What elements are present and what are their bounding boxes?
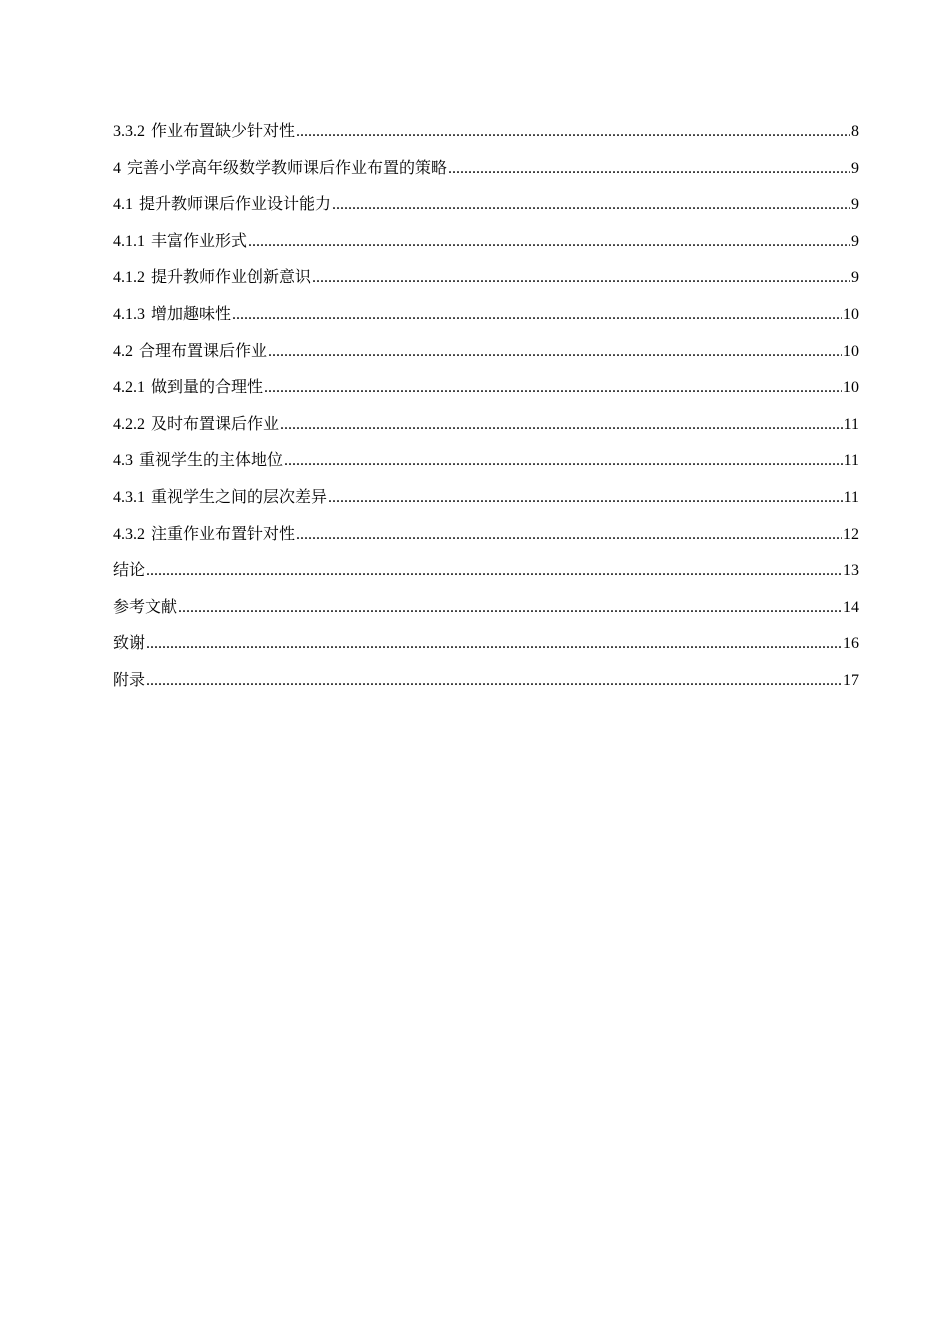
toc-entry-page: 10 bbox=[843, 342, 859, 360]
toc-dot-leader bbox=[178, 590, 842, 627]
toc-entry-page: 8 bbox=[851, 123, 859, 140]
toc-entry-number: 4.3.1 bbox=[113, 488, 145, 506]
toc-entry[interactable] bbox=[113, 479, 859, 516]
toc-entry[interactable] bbox=[113, 369, 859, 406]
toc-dot-leader bbox=[232, 297, 842, 334]
toc-dot-leader bbox=[146, 663, 842, 700]
toc-entry-title: 注重作业布置针对性 bbox=[151, 523, 296, 543]
toc-entry-page: 11 bbox=[843, 452, 859, 470]
toc-dot-leader bbox=[448, 151, 850, 188]
toc-entry-page: 12 bbox=[843, 525, 859, 543]
toc-entry[interactable] bbox=[113, 625, 859, 662]
toc-entry-title: 提升教师课后作业设计能力 bbox=[139, 194, 332, 214]
toc-entry-page: 9 bbox=[851, 232, 859, 250]
toc-entry-number: 3.3.2 bbox=[113, 123, 145, 140]
toc-dot-leader bbox=[296, 114, 850, 151]
toc-entry[interactable] bbox=[113, 662, 859, 699]
toc-entry-page: 17 bbox=[843, 671, 859, 689]
toc-entry-title: 作业布置缺少针对性 bbox=[151, 121, 296, 140]
toc-entry[interactable] bbox=[113, 333, 859, 370]
toc-entry-title: 重视学生之间的层次差异 bbox=[151, 486, 328, 506]
toc-entry-page: 10 bbox=[843, 379, 859, 397]
toc-entry-page: 11 bbox=[843, 415, 859, 433]
toc-entry-page: 14 bbox=[843, 598, 859, 616]
toc-entry[interactable] bbox=[113, 516, 859, 553]
toc-dot-leader bbox=[146, 553, 842, 590]
toc-entry[interactable] bbox=[113, 406, 859, 443]
toc-dot-leader bbox=[296, 517, 842, 554]
toc-entry[interactable] bbox=[113, 150, 859, 187]
toc-entry[interactable] bbox=[113, 442, 859, 479]
toc-dot-leader bbox=[328, 480, 843, 517]
toc-dot-leader bbox=[312, 260, 850, 297]
toc-entry[interactable] bbox=[113, 223, 859, 260]
toc-entry-title: 参考文献 bbox=[113, 596, 178, 616]
toc-entry-number: 4.2 bbox=[113, 342, 133, 360]
toc-entry-title: 提升教师作业创新意识 bbox=[151, 267, 312, 287]
toc-entry[interactable] bbox=[113, 296, 859, 333]
table-of-contents bbox=[113, 113, 859, 699]
toc-entry-page: 9 bbox=[851, 159, 859, 177]
toc-entry-number: 4.1.2 bbox=[113, 269, 145, 287]
toc-entry-title: 增加趣味性 bbox=[151, 303, 232, 323]
toc-entry[interactable] bbox=[113, 259, 859, 296]
toc-dot-leader bbox=[280, 407, 843, 444]
toc-entry-number: 4.1.3 bbox=[113, 305, 145, 323]
toc-dot-leader bbox=[284, 443, 843, 480]
toc-entry-number: 4.2.1 bbox=[113, 379, 145, 397]
toc-entry-title: 完善小学高年级数学教师课后作业布置的策略 bbox=[127, 157, 448, 177]
toc-dot-leader bbox=[332, 187, 850, 224]
toc-entry-page: 13 bbox=[843, 562, 859, 580]
toc-entry[interactable] bbox=[113, 186, 859, 223]
toc-entry-title: 及时布置课后作业 bbox=[151, 413, 280, 433]
toc-entry-number: 4.3 bbox=[113, 452, 133, 470]
toc-entry-number: 4 bbox=[113, 159, 121, 177]
toc-dot-leader bbox=[268, 334, 842, 371]
toc-entry-title: 重视学生的主体地位 bbox=[139, 450, 284, 470]
toc-entry-title: 附录 bbox=[113, 669, 146, 689]
toc-entry-title: 丰富作业形式 bbox=[151, 230, 248, 250]
toc-entry-title: 结论 bbox=[113, 560, 146, 580]
toc-entry-page: 11 bbox=[843, 488, 859, 506]
toc-entry-title: 合理布置课后作业 bbox=[139, 340, 268, 360]
toc-entry-page: 9 bbox=[851, 196, 859, 214]
toc-dot-leader bbox=[248, 224, 850, 261]
toc-entry-page: 16 bbox=[843, 635, 859, 653]
toc-entry[interactable] bbox=[113, 552, 859, 589]
toc-entry-number: 4.2.2 bbox=[113, 415, 145, 433]
toc-entry-number: 4.1 bbox=[113, 196, 133, 214]
toc-entry[interactable] bbox=[113, 589, 859, 626]
toc-dot-leader bbox=[264, 370, 842, 407]
toc-entry-number: 4.1.1 bbox=[113, 232, 145, 250]
toc-dot-leader bbox=[146, 626, 842, 663]
toc-entry-title: 做到量的合理性 bbox=[151, 377, 264, 397]
toc-entry-page: 9 bbox=[851, 269, 859, 287]
toc-entry-title: 致谢 bbox=[113, 633, 146, 653]
toc-entry-page: 10 bbox=[843, 305, 859, 323]
toc-entry[interactable] bbox=[113, 113, 859, 150]
toc-entry-number: 4.3.2 bbox=[113, 525, 145, 543]
